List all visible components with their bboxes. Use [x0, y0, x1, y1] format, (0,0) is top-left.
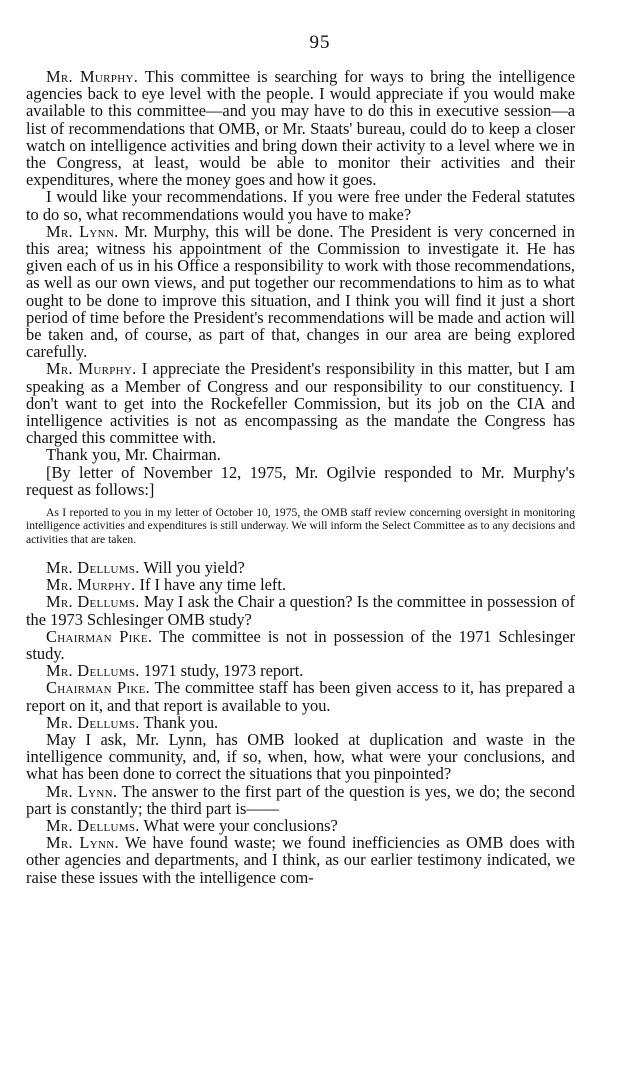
speaker: Mr. Lynn.: [46, 221, 119, 241]
speaker: Chairman Pike.: [46, 678, 151, 698]
speaker: Mr. Murphy.: [46, 575, 136, 595]
paragraph: [26, 817, 575, 834]
paragraph-text: We have found waste; we found inefficiencies as OMB does with other agencies and departments, and I think, as our earlier testimony indicated, we raise these issues with the intelligence com-: [26, 833, 575, 887]
speaker: Chairman Pike.: [46, 626, 153, 646]
speaker: Mr. Lynn.: [46, 781, 118, 801]
paragraph-text: [By letter of November 12, 1975, Mr. Ogilvie responded to Mr. Murphy's request as follows:]: [26, 462, 575, 499]
paragraph-text: May I ask, Mr. Lynn, has OMB looked at duplication and waste in the intelligence community, and, if so, when, how, what were your conclusions, and what has been done to correct the situations that you pinpointed?: [26, 730, 575, 784]
letter-excerpt: As I reported to you in my letter of October 10, 1975, the OMB staff review concerning oversight in monitoring intelligence activities and expenditures is still underway. We will inform the Select Committee as to any decisions and activities that are taken.: [26, 506, 575, 546]
speaker: Mr. Lynn.: [46, 833, 119, 853]
paragraph-text: What were your conclusions?: [143, 816, 338, 836]
paragraph-text: The committee staff has been given access to it, has prepared a report on it, and that report is available to you.: [26, 678, 576, 715]
paragraph: [26, 559, 575, 576]
paragraph-text: If I have any time left.: [139, 575, 287, 595]
paragraph-text: 1971 study, 1973 report.: [143, 661, 304, 681]
paragraph: [26, 679, 575, 713]
paragraph-text: I would like your recommendations. If you were free under the Federal statutes to do so, what recommendations would you have to make?: [26, 187, 575, 224]
paragraph: [26, 593, 575, 627]
page-number: 95: [309, 32, 331, 53]
paragraph: [26, 188, 575, 222]
paragraph: [26, 464, 575, 498]
paragraph: [26, 576, 575, 593]
speaker: Mr. Dellums.: [46, 816, 140, 836]
paragraph-text: Thank you, Mr. Chairman.: [46, 445, 221, 465]
body-text: [26, 68, 575, 886]
paragraph: [26, 834, 575, 886]
paragraph: [26, 360, 575, 446]
speaker: Mr. Dellums.: [46, 592, 140, 612]
paragraph-text: Thank you.: [143, 712, 219, 732]
paragraph-text: Will you yield?: [143, 557, 245, 577]
paragraph: [26, 68, 575, 188]
paragraph: [26, 446, 575, 463]
paragraph: [26, 662, 575, 679]
speaker: Mr. Murphy.: [46, 359, 137, 379]
paragraph-text: Mr. Murphy, this will be done. The President is very concerned in this area; witness his appointment of the Commission to investigate it. He has given each of us in his Office a responsibility to work with those recommendations, as well as our own views, and put together our recommendations to him as to what ought to be done to improve this situation, and I think you will find it just a short period of time before the President's recommendations will be made and action will be taken and, of course, as part of that, changes in our area are being explored carefully.: [26, 221, 575, 362]
speaker: Mr. Murphy.: [46, 67, 139, 86]
paragraph-text: May I ask the Chair a question? Is the committee in possession of the 1973 Schlesinger OMB study?: [26, 592, 576, 629]
paragraph: [26, 714, 575, 731]
paragraph-text: The answer to the first part of the question is yes, we do; the second part is constantly; the third part is——: [26, 781, 576, 818]
paragraph: [26, 731, 575, 783]
speaker: Mr. Dellums.: [46, 557, 140, 577]
paragraph: [26, 223, 575, 361]
speaker: Mr. Dellums.: [46, 712, 140, 732]
paragraph-text: I appreciate the President's responsibility in this matter, but I am speaking as a Member of Congress and our responsibility to our constituency. I don't want to get into the Rockefeller Commission, but its job on the CIA and intelligence activities is not as encompassing as the mandate the Congress has charged this committee with.: [26, 359, 575, 448]
paragraph: [26, 783, 575, 817]
paragraph: [26, 628, 575, 662]
speaker: Mr. Dellums.: [46, 661, 140, 681]
paragraph-text: The committee is not in possession of the 1971 Schlesinger study.: [26, 626, 575, 663]
paragraph-text: This committee is searching for ways to bring the intelligence agencies back to eye level with the people. I would appreciate if you would make available to this committee—and you may have to do this in executive session—a list of recommendations that OMB, or Mr. Staats' bureau, could do to keep a closer watch on intelligence activities and bring down their activity to a level where we in the Congress, at least, would be able to monitor their activities and their expenditures, where the money goes and how it goes.: [26, 67, 575, 190]
